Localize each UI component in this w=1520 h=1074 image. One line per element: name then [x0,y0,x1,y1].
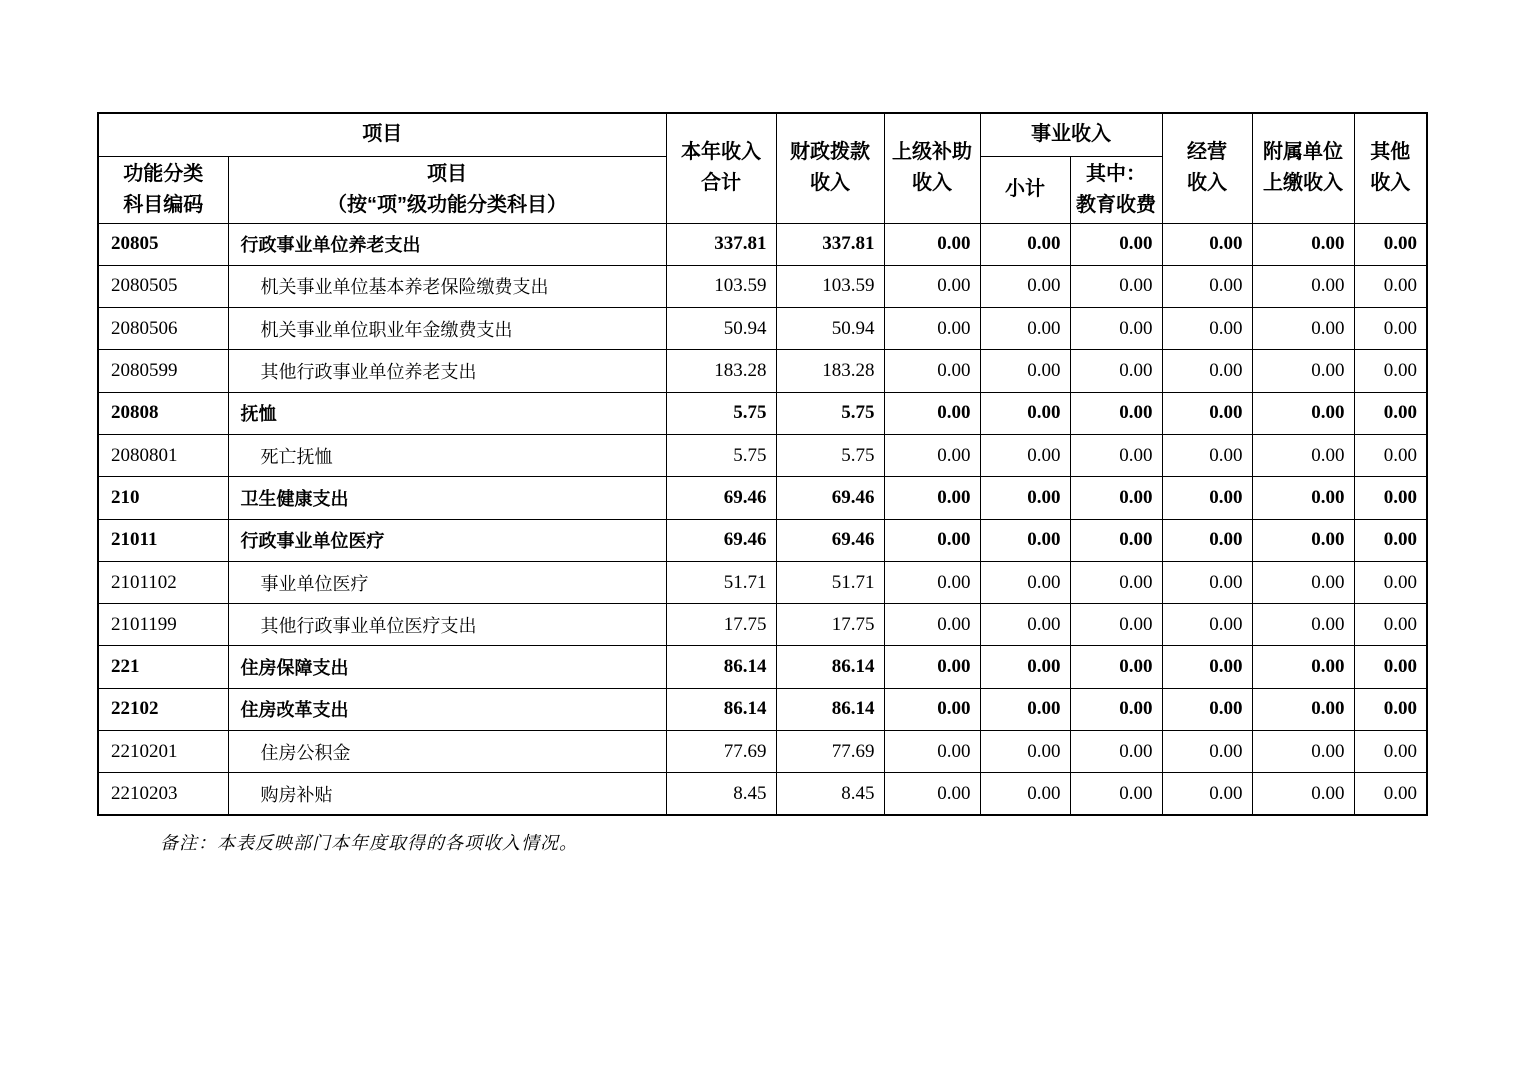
row-item-name: 住房保障支出 [228,646,666,688]
header-subsidy-line2: 收入 [912,172,952,195]
row-fiscal-appropriation: 5.75 [776,434,884,476]
header-total-income-line2: 合计 [701,172,741,195]
table-row [98,223,1427,265]
header-business-income-group: 事业收入 [980,113,1162,156]
row-business-subtotal: 0.00 [980,646,1070,688]
row-other-income: 0.00 [1354,519,1427,561]
row-function-code: 2210201 [98,731,228,773]
row-affiliated-income: 0.00 [1252,350,1354,392]
row-superior-subsidy: 0.00 [884,434,980,476]
header-project-group: 项目 [98,113,666,156]
row-total-income: 5.75 [666,392,776,434]
row-item-name: 住房改革支出 [228,688,666,730]
table-row [98,392,1427,434]
row-superior-subsidy: 0.00 [884,308,980,350]
row-other-income: 0.00 [1354,688,1427,730]
row-operating-income: 0.00 [1162,773,1252,815]
row-business-subtotal: 0.00 [980,773,1070,815]
row-operating-income: 0.00 [1162,308,1252,350]
table-row [98,265,1427,307]
row-function-code: 2210203 [98,773,228,815]
table-row [98,604,1427,646]
table-header [98,113,1427,223]
row-affiliated-income: 0.00 [1252,308,1354,350]
table-row [98,561,1427,603]
row-fiscal-appropriation: 86.14 [776,646,884,688]
row-business-subtotal: 0.00 [980,223,1070,265]
row-fiscal-appropriation: 337.81 [776,223,884,265]
row-item-name: 行政事业单位医疗 [228,519,666,561]
row-item-name: 机关事业单位基本养老保险缴费支出 [228,265,666,307]
header-item-name-line2: （按“项”级功能分类科目） [327,193,567,216]
row-function-code: 21011 [98,519,228,561]
header-affiliated-income [1252,113,1354,223]
row-business-subtotal: 0.00 [980,308,1070,350]
row-total-income: 86.14 [666,646,776,688]
header-item-name-line1: 项目 [427,162,467,185]
row-fiscal-appropriation: 5.75 [776,392,884,434]
row-affiliated-income: 0.00 [1252,646,1354,688]
row-superior-subsidy: 0.00 [884,477,980,519]
row-operating-income: 0.00 [1162,561,1252,603]
row-operating-income: 0.00 [1162,223,1252,265]
row-affiliated-income: 0.00 [1252,434,1354,476]
header-operating-income [1162,113,1252,223]
row-function-code: 210 [98,477,228,519]
header-education-fees [1070,156,1162,223]
row-business-subtotal: 0.00 [980,604,1070,646]
row-education-fees: 0.00 [1070,350,1162,392]
header-function-code [98,156,228,223]
row-item-name: 购房补贴 [228,773,666,815]
row-superior-subsidy: 0.00 [884,265,980,307]
row-business-subtotal: 0.00 [980,265,1070,307]
header-fiscal-appropriation [776,113,884,223]
table-row [98,308,1427,350]
row-other-income: 0.00 [1354,604,1427,646]
header-other-income [1354,113,1427,223]
row-fiscal-appropriation: 86.14 [776,688,884,730]
row-total-income: 69.46 [666,519,776,561]
row-superior-subsidy: 0.00 [884,519,980,561]
row-function-code: 2080599 [98,350,228,392]
row-superior-subsidy: 0.00 [884,223,980,265]
row-operating-income: 0.00 [1162,604,1252,646]
row-other-income: 0.00 [1354,434,1427,476]
table-row [98,434,1427,476]
row-item-name: 住房公积金 [228,731,666,773]
header-affiliated-line1: 附属单位 [1263,141,1343,164]
row-total-income: 77.69 [666,731,776,773]
header-education-fees-line1: 其中： [1086,162,1146,185]
row-superior-subsidy: 0.00 [884,392,980,434]
header-row-1 [98,113,1427,156]
row-affiliated-income: 0.00 [1252,519,1354,561]
row-total-income: 50.94 [666,308,776,350]
row-superior-subsidy: 0.00 [884,604,980,646]
header-education-fees-line2: 教育收费 [1076,193,1156,216]
row-superior-subsidy: 0.00 [884,688,980,730]
row-other-income: 0.00 [1354,773,1427,815]
header-other-line1: 其他 [1370,141,1411,164]
row-fiscal-appropriation: 17.75 [776,604,884,646]
row-education-fees: 0.00 [1070,392,1162,434]
row-item-name: 抚恤 [228,392,666,434]
row-superior-subsidy: 0.00 [884,646,980,688]
row-superior-subsidy: 0.00 [884,731,980,773]
row-education-fees: 0.00 [1070,731,1162,773]
row-item-name: 其他行政事业单位养老支出 [228,350,666,392]
row-operating-income: 0.00 [1162,434,1252,476]
table-body [98,223,1427,815]
row-fiscal-appropriation: 77.69 [776,731,884,773]
header-function-code-line1: 功能分类 [123,162,204,185]
table-row [98,350,1427,392]
row-superior-subsidy: 0.00 [884,561,980,603]
row-affiliated-income: 0.00 [1252,477,1354,519]
row-function-code: 2080505 [98,265,228,307]
row-function-code: 2080506 [98,308,228,350]
row-total-income: 337.81 [666,223,776,265]
row-function-code: 2080801 [98,434,228,476]
row-item-name: 死亡抚恤 [228,434,666,476]
row-fiscal-appropriation: 8.45 [776,773,884,815]
header-fiscal-line2: 收入 [810,172,850,195]
row-operating-income: 0.00 [1162,392,1252,434]
row-operating-income: 0.00 [1162,477,1252,519]
row-education-fees: 0.00 [1070,477,1162,519]
row-education-fees: 0.00 [1070,773,1162,815]
row-fiscal-appropriation: 69.46 [776,477,884,519]
header-operating-line1: 经营 [1187,141,1227,164]
row-business-subtotal: 0.00 [980,477,1070,519]
income-table [97,112,1428,816]
table-row [98,688,1427,730]
row-education-fees: 0.00 [1070,519,1162,561]
row-other-income: 0.00 [1354,350,1427,392]
table-row [98,773,1427,815]
table-row [98,646,1427,688]
row-function-code: 22102 [98,688,228,730]
row-operating-income: 0.00 [1162,350,1252,392]
row-affiliated-income: 0.00 [1252,265,1354,307]
row-operating-income: 0.00 [1162,519,1252,561]
row-total-income: 103.59 [666,265,776,307]
header-operating-line2: 收入 [1187,172,1227,195]
row-affiliated-income: 0.00 [1252,561,1354,603]
row-affiliated-income: 0.00 [1252,773,1354,815]
row-operating-income: 0.00 [1162,731,1252,773]
header-item-name [228,156,666,223]
row-other-income: 0.00 [1354,646,1427,688]
row-education-fees: 0.00 [1070,223,1162,265]
row-other-income: 0.00 [1354,392,1427,434]
row-fiscal-appropriation: 183.28 [776,350,884,392]
row-business-subtotal: 0.00 [980,519,1070,561]
row-other-income: 0.00 [1354,308,1427,350]
row-affiliated-income: 0.00 [1252,392,1354,434]
row-other-income: 0.00 [1354,561,1427,603]
row-business-subtotal: 0.00 [980,392,1070,434]
row-education-fees: 0.00 [1070,646,1162,688]
row-item-name: 机关事业单位职业年金缴费支出 [228,308,666,350]
row-affiliated-income: 0.00 [1252,688,1354,730]
row-other-income: 0.00 [1354,477,1427,519]
row-superior-subsidy: 0.00 [884,773,980,815]
row-operating-income: 0.00 [1162,265,1252,307]
row-superior-subsidy: 0.00 [884,350,980,392]
header-other-line2: 收入 [1370,172,1411,195]
header-function-code-line2: 科目编码 [123,193,204,216]
row-education-fees: 0.00 [1070,265,1162,307]
row-education-fees: 0.00 [1070,434,1162,476]
row-total-income: 183.28 [666,350,776,392]
row-affiliated-income: 0.00 [1252,223,1354,265]
row-total-income: 17.75 [666,604,776,646]
header-fiscal-line1: 财政拨款 [790,141,870,164]
row-function-code: 20808 [98,392,228,434]
row-fiscal-appropriation: 69.46 [776,519,884,561]
row-other-income: 0.00 [1354,223,1427,265]
row-education-fees: 0.00 [1070,604,1162,646]
header-affiliated-line2: 上缴收入 [1263,172,1343,195]
row-affiliated-income: 0.00 [1252,731,1354,773]
row-item-name: 其他行政事业单位医疗支出 [228,604,666,646]
row-total-income: 86.14 [666,688,776,730]
row-fiscal-appropriation: 51.71 [776,561,884,603]
row-fiscal-appropriation: 50.94 [776,308,884,350]
row-education-fees: 0.00 [1070,688,1162,730]
table-row [98,731,1427,773]
row-education-fees: 0.00 [1070,308,1162,350]
row-total-income: 5.75 [666,434,776,476]
row-function-code: 2101199 [98,604,228,646]
row-item-name: 卫生健康支出 [228,477,666,519]
row-item-name: 事业单位医疗 [228,561,666,603]
header-total-income-line1: 本年收入 [681,141,761,164]
row-operating-income: 0.00 [1162,688,1252,730]
header-subsidy-line1: 上级补助 [892,141,972,164]
row-business-subtotal: 0.00 [980,561,1070,603]
row-affiliated-income: 0.00 [1252,604,1354,646]
table-row [98,519,1427,561]
row-item-name: 行政事业单位养老支出 [228,223,666,265]
row-function-code: 20805 [98,223,228,265]
row-business-subtotal: 0.00 [980,688,1070,730]
row-function-code: 2101102 [98,561,228,603]
row-other-income: 0.00 [1354,265,1427,307]
row-total-income: 69.46 [666,477,776,519]
row-business-subtotal: 0.00 [980,731,1070,773]
row-business-subtotal: 0.00 [980,350,1070,392]
row-total-income: 51.71 [666,561,776,603]
header-total-income [666,113,776,223]
row-total-income: 8.45 [666,773,776,815]
row-other-income: 0.00 [1354,731,1427,773]
row-operating-income: 0.00 [1162,646,1252,688]
footnote: 备注：本表反映部门本年度取得的各项收入情况。 [160,833,578,853]
header-superior-subsidy [884,113,980,223]
row-business-subtotal: 0.00 [980,434,1070,476]
row-fiscal-appropriation: 103.59 [776,265,884,307]
row-function-code: 221 [98,646,228,688]
row-education-fees: 0.00 [1070,561,1162,603]
header-business-subtotal: 小计 [980,156,1070,223]
table-row [98,477,1427,519]
